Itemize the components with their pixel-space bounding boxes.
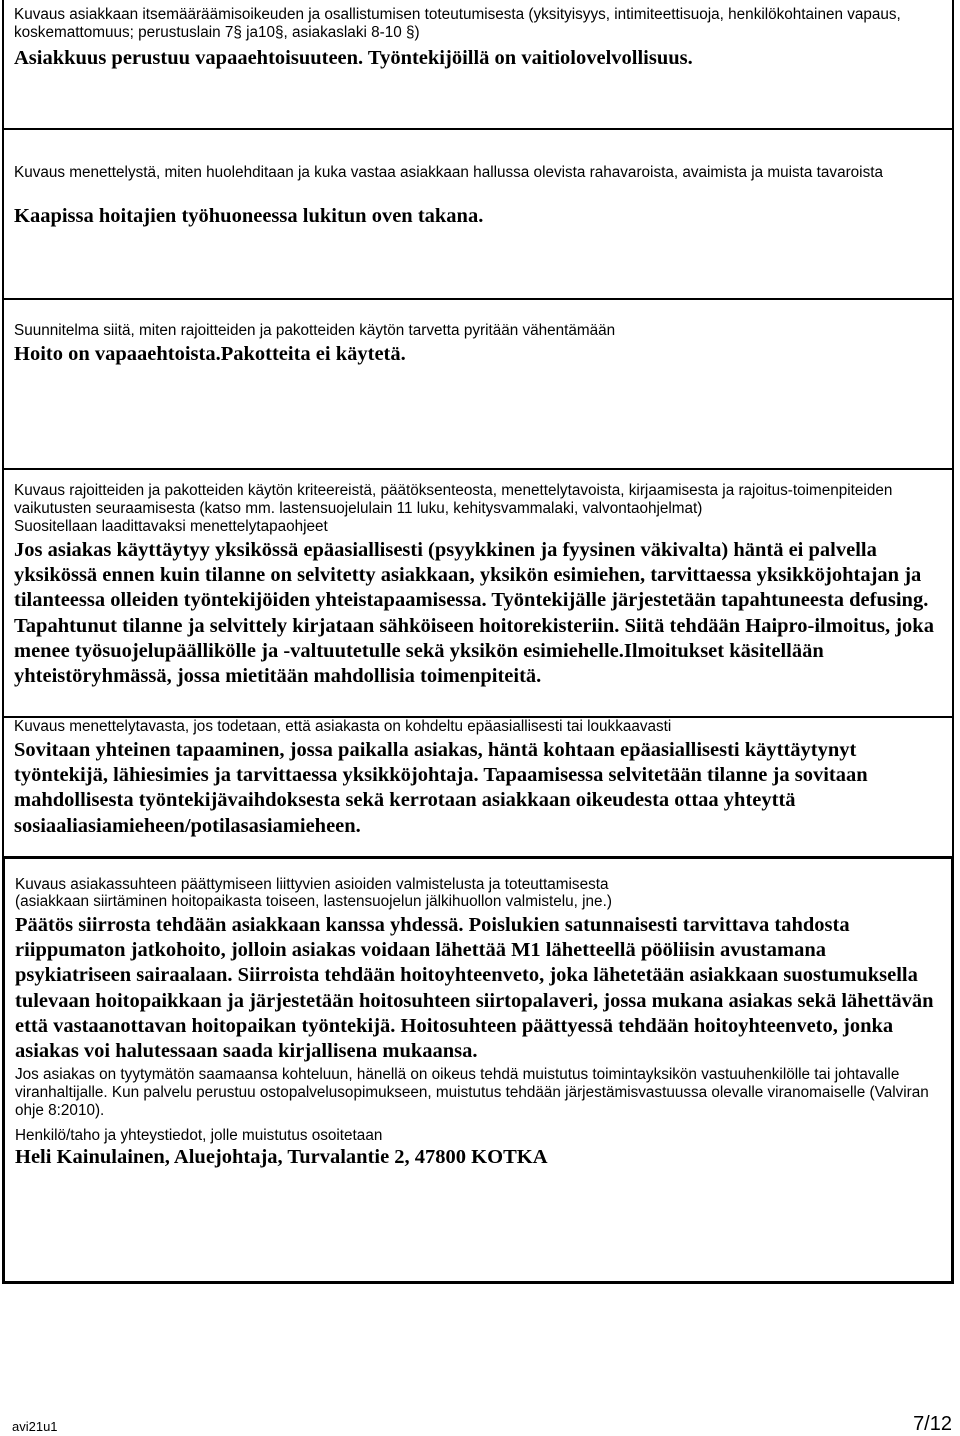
section-label: Kuvaus menettelystä, miten huolehditaan ja kuka vastaa asiakkaan hallussa olevista rahavaroista, avaimista ja muista tavaroista — [14, 164, 883, 181]
section-answer: Päätös siirrosta tehdään asiakkaan kanssa yhdessä. Poislukien satunnaisesti tarvittava tahdosta riippumaton jatkohoito, jolloin asiakas voidaan lähettää M1 lähetteellä pööliisin avustamana psykiatriseen sairaalaan. Siirroista tehdään hoitoyhteenveto, joka lähetetään asiakkaan suostumuksella tulevaan hoitopaikkaan ja järjestetään hoitosuhteen siirtopalaveri, jossa mukana asiakas sekä lähettävän että vastaanottavan hoitopaikan työntekijä. Hoitosuhteen päättyessä tehdään hoitoyhteenveto, jonka asiakas voi halutessaan saada kirjallisena mukaansa. — [15, 914, 934, 1063]
contact-answer: Heli Kainulainen, Aluejohtaja, Turvalantie 2, 47800 KOTKA — [15, 1146, 548, 1168]
section-restriction-reduction — [2, 298, 954, 470]
section-inappropriate-treatment — [2, 716, 954, 858]
complaint-text: Jos asiakas on tyytymätön saamaansa kohteluun, hänellä on oikeus tehdä muistutus toimintayksikön vastuuhenkilölle tai johtavalle viranhaltijalle. Kun palvelu perustuu ostopalvelusopimukseen, muistutus tehdään järjestämisvastuussa olevalle viranomaiselle (Valviran ohje 8:2010). — [15, 1066, 929, 1119]
section-label: Kuvaus asiakassuhteen päättymiseen liittyvien asioiden valmistelusta ja toteuttamisesta — [15, 876, 609, 893]
section-restriction-criteria — [2, 468, 954, 718]
section-label-sub: (asiakkaan siirtäminen hoitopaikasta toiseen, lastensuojelun jälkihuollon valmistelu, jne.) — [15, 893, 612, 910]
section-answer: Asiakkuus perustuu vapaaehtoisuuteen. Työntekijöillä on vaitiolovelvollisuus. — [14, 47, 693, 69]
section-client-property — [2, 128, 954, 300]
section-label: Kuvaus menettelytavasta, jos todetaan, että asiakasta on kohdeltu epäasiallisesti tai loukkaavasti — [14, 718, 672, 735]
section-client-relationship-end — [2, 856, 954, 1284]
section-label: Suunnitelma siitä, miten rajoitteiden ja pakotteiden käytön tarvetta pyritään vähentämään — [14, 322, 616, 339]
section-answer: Hoito on vapaaehtoista.Pakotteita ei käytetä. — [14, 343, 406, 365]
section-label-guidelines: Suositellaan laadittavaksi menettelytapaohjeet — [14, 518, 328, 535]
section-label: Kuvaus asiakkaan itsemääräämisoikeuden ja osallistumisen toteutumisesta (yksityisyys, intimiteettisuoja, henkilökohtainen vapaus, koskemattomuus; perustuslain 7§ ja10§, asiakaslaki 8-10 §) — [14, 6, 901, 41]
section-answer: Sovitaan yhteinen tapaaminen, jossa paikalla asiakas, häntä kohtaan epäasiallisesti käyttäytynyt työntekijä, lähiesimies ja tarvittaessa yksikköjohtaja. Tapaamisessa selvitetään tilanne ja sovitaan mahdollisesta työntekijävaihdoksesta sekä kerrotaan asiakkaan oikeudesta ottaa yhteyttä sosiaaliasiamieheen/potilasasiamieheen. — [14, 739, 868, 837]
page-number: 7/12 — [913, 1413, 952, 1435]
document-code: avi21u1 — [12, 1419, 58, 1434]
section-self-determination — [2, 0, 954, 130]
section-answer: Kaapissa hoitajien työhuoneessa lukitun oven takana. — [14, 205, 484, 227]
section-label: Kuvaus rajoitteiden ja pakotteiden käytön kriteereistä, päätöksenteosta, menettelytavoista, kirjaamisesta ja rajoitus-toimenpiteiden vaikutusten seuraamisesta (katso mm. lastensuojelulain 11 luku, kehitysvammalaki, valvontaohjelmat) — [14, 482, 893, 517]
contact-label: Henkilö/taho ja yhteystiedot, jolle muistutus osoitetaan — [15, 1127, 383, 1144]
section-answer: Jos asiakas käyttäytyy yksikössä epäasiallisesti (psyykkinen ja fyysinen väkivalta) häntä ei palvella yksikössä ennen kuin tilanne on selvitetty asiakkaan, yksikön esimiehen, tarvittaessa yksikköjohtajan ja tilanteessa olleiden työntekijöiden yhteistapaamisessa. Työntekijälle järjestetään tapahtuneesta defusing. Tapahtunut tilanne ja selvittely kirjataan sähköiseen hoitorekisteriin. Siitä tehdään Haipro-ilmoitus, joka menee työsuojelupäällikölle ja -valtuutetulle sekä yksikön esimiehelle.Ilmoitukset käsitellään yhteistöryhmässä, jossa mietitään mahdollisia toimenpiteitä. — [14, 539, 934, 688]
